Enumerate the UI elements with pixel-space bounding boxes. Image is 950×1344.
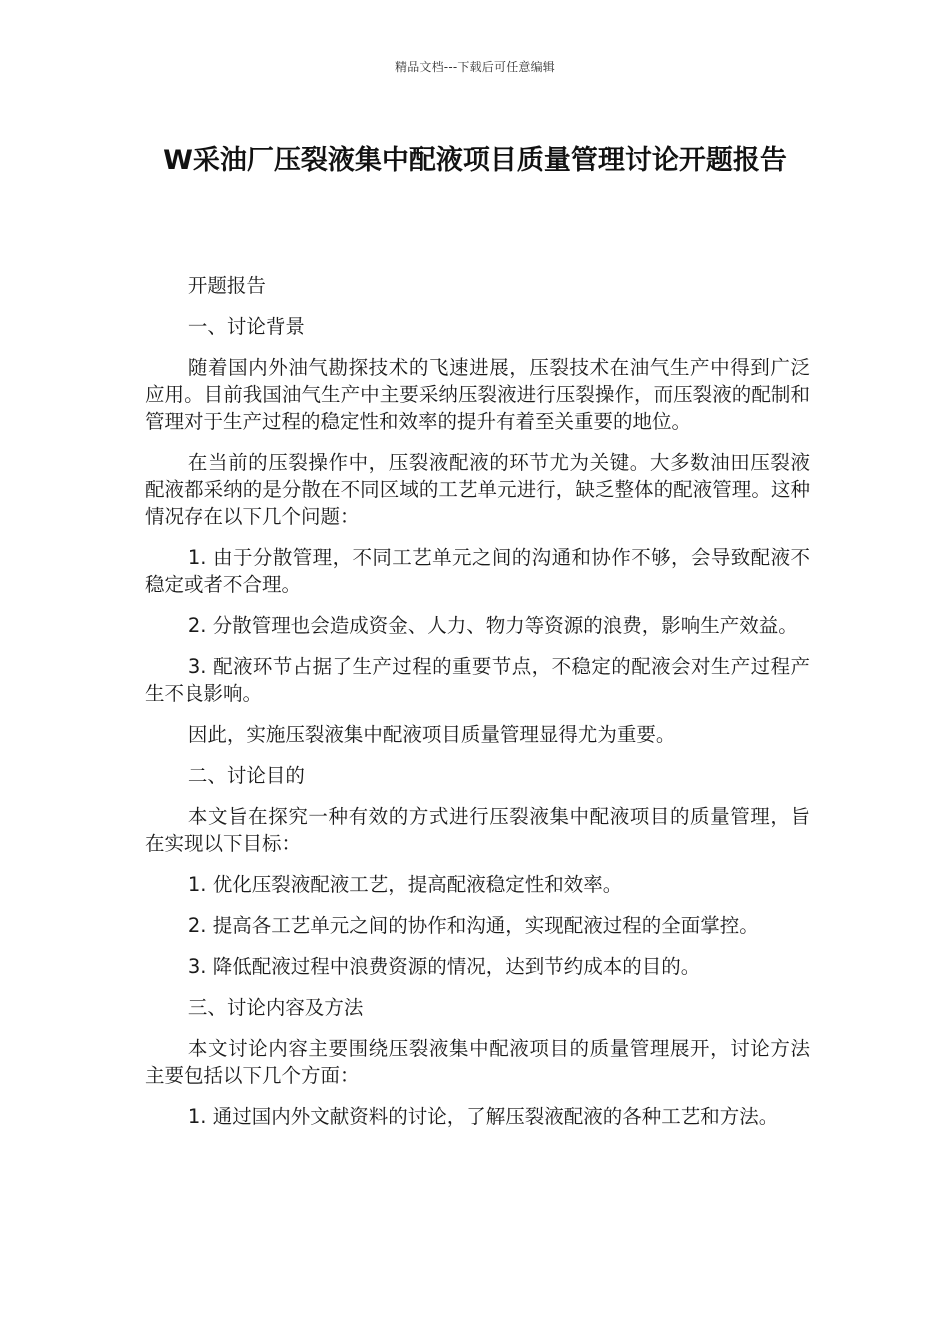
document-title: W采油厂压裂液集中配液项目质量管理讨论开题报告 (163, 145, 787, 176)
document-body (145, 272, 810, 1144)
paragraph: 因此，实施压裂液集中配液项目质量管理显得尤为重要。 (187, 723, 676, 746)
list-item: 3. 降低配液过程中浪费资源的情况，达到节约成本的目的。 (187, 955, 701, 978)
list-item: 2. 分散管理也会造成资金、人力、物力等资源的浪费，影响生产效益。 (187, 614, 798, 637)
section-heading-background: 一、讨论背景 (187, 315, 305, 338)
list-item: 3. 配液环节占据了生产过程的重要节点，不稳定的配液会对生产过程产生不良影响。 (145, 655, 810, 705)
paragraph-report-label: 开题报告 (187, 274, 266, 297)
list-item: 1. 通过国内外文献资料的讨论，了解压裂液配液的各种工艺和方法。 (187, 1105, 779, 1128)
list-item: 2. 提高各工艺单元之间的协作和沟通，实现配液过程的全面掌控。 (187, 914, 759, 937)
paragraph: 在当前的压裂操作中，压裂液配液的环节尤为关键。大多数油田压裂液配液都采纳的是分散在不同区域的工艺单元进行，缺乏整体的配液管理。这种情况存在以下几个问题： (145, 451, 810, 528)
list-item: 1. 优化压裂液配液工艺，提高配液稳定性和效率。 (187, 873, 623, 896)
section-heading-purpose: 二、讨论目的 (187, 764, 305, 787)
paragraph: 本文讨论内容主要围绕压裂液集中配液项目的质量管理展开，讨论方法主要包括以下几个方面： (145, 1037, 810, 1087)
section-heading-content-methods: 三、讨论内容及方法 (187, 996, 364, 1019)
header-note: 精品文档---下载后可任意编辑 (395, 60, 555, 74)
list-item: 1. 由于分散管理，不同工艺单元之间的沟通和协作不够，会导致配液不稳定或者不合理。 (145, 546, 810, 596)
paragraph: 随着国内外油气勘探技术的飞速进展，压裂技术在油气生产中得到广泛应用。目前我国油气生产中主要采纳压裂液进行压裂操作，而压裂液的配制和管理对于生产过程的稳定性和效率的提升有着至关重要的地位。 (145, 356, 810, 433)
paragraph: 本文旨在探究一种有效的方式进行压裂液集中配液项目的质量管理，旨在实现以下目标： (145, 805, 810, 855)
